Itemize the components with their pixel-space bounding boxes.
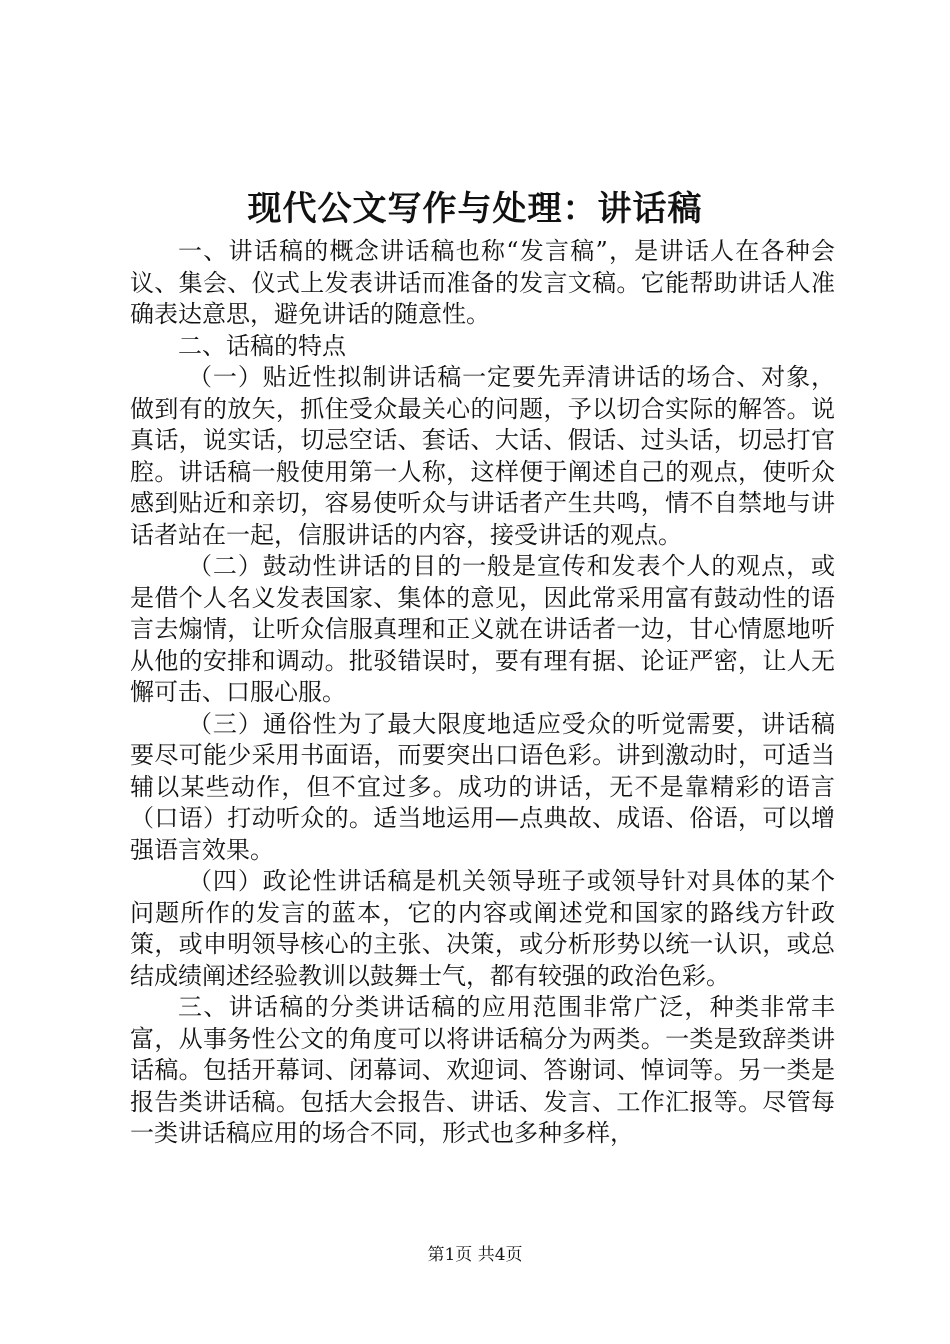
paragraph-concept: 一、讲话稿的概念讲话稿也称“发言稿”，是讲话人在各种会议、集会、仪式上发表讲话而准备的发言文稿。它能帮助讲话人准确表达意思，避免讲话的随意性。 [130,237,835,328]
paragraph-feature-1: （一）贴近性拟制讲话稿一定要先弄清讲话的场合、对象，做到有的放矢，抓住受众最关心的问题，予以切合实际的解答。说真话，说实话，切忌空话、套话、大话、假话、过头话，切忌打官腔。讲话稿一般使用第一人称，这样便于阐述自己的观点，使听众感到贴近和亲切，容易使听众与讲话者产生共鸣，情不自禁地与讲话者站在一起，信服讲话的内容，接受讲话的观点。 [130,363,835,549]
document-body [130,236,835,1150]
paragraph-classification: 三、讲话稿的分类讲话稿的应用范围非常广泛，种类非常丰富，从事务性公文的角度可以将讲话稿分为两类。一类是致辞类讲话稿。包括开幕词、闭幕词、欢迎词、答谢词、悼词等。另一类是报告类讲话稿。包括大会报告、讲话、发言、工作汇报等。尽管每一类讲话稿应用的场合不同，形式也多种多样， [130,993,835,1147]
document-title: 现代公文写作与处理：讲话稿 [247,189,703,229]
paragraph-feature-4: （四）政论性讲话稿是机关领导班子或领导针对具体的某个问题所作的发言的蓝本，它的内容或阐述党和国家的路线方针政策，或申明领导核心的主张、决策，或分析形势以统一认识，或总结成绩阐述经验教训以鼓舞士气，都有较强的政治色彩。 [130,867,835,990]
page-footer: 第1页 共4页 [427,1245,523,1265]
paragraph-features-heading: 二、话稿的特点 [178,331,346,360]
paragraph-feature-3: （三）通俗性为了最大限度地适应受众的听觉需要，讲话稿要尽可能少采用书面语，而要突出口语色彩。讲到激动时，可适当辅以某些动作，但不宜过多。成功的讲话，无不是靠精彩的语言（口语）打动听众的。适当地运用—点典故、成语、俗语，可以增强语言效果。 [130,709,835,864]
paragraph-feature-2: （二）鼓动性讲话的目的一般是宣传和发表个人的观点，或是借个人名义发表国家、集体的意见，因此常采用富有鼓动性的语言去煽情，让听众信服真理和正义就在讲话者一边，甘心情愿地听从他的安排和调动。批驳错误时，要有理有据、论证严密，让人无懈可击、口服心服。 [130,552,835,706]
